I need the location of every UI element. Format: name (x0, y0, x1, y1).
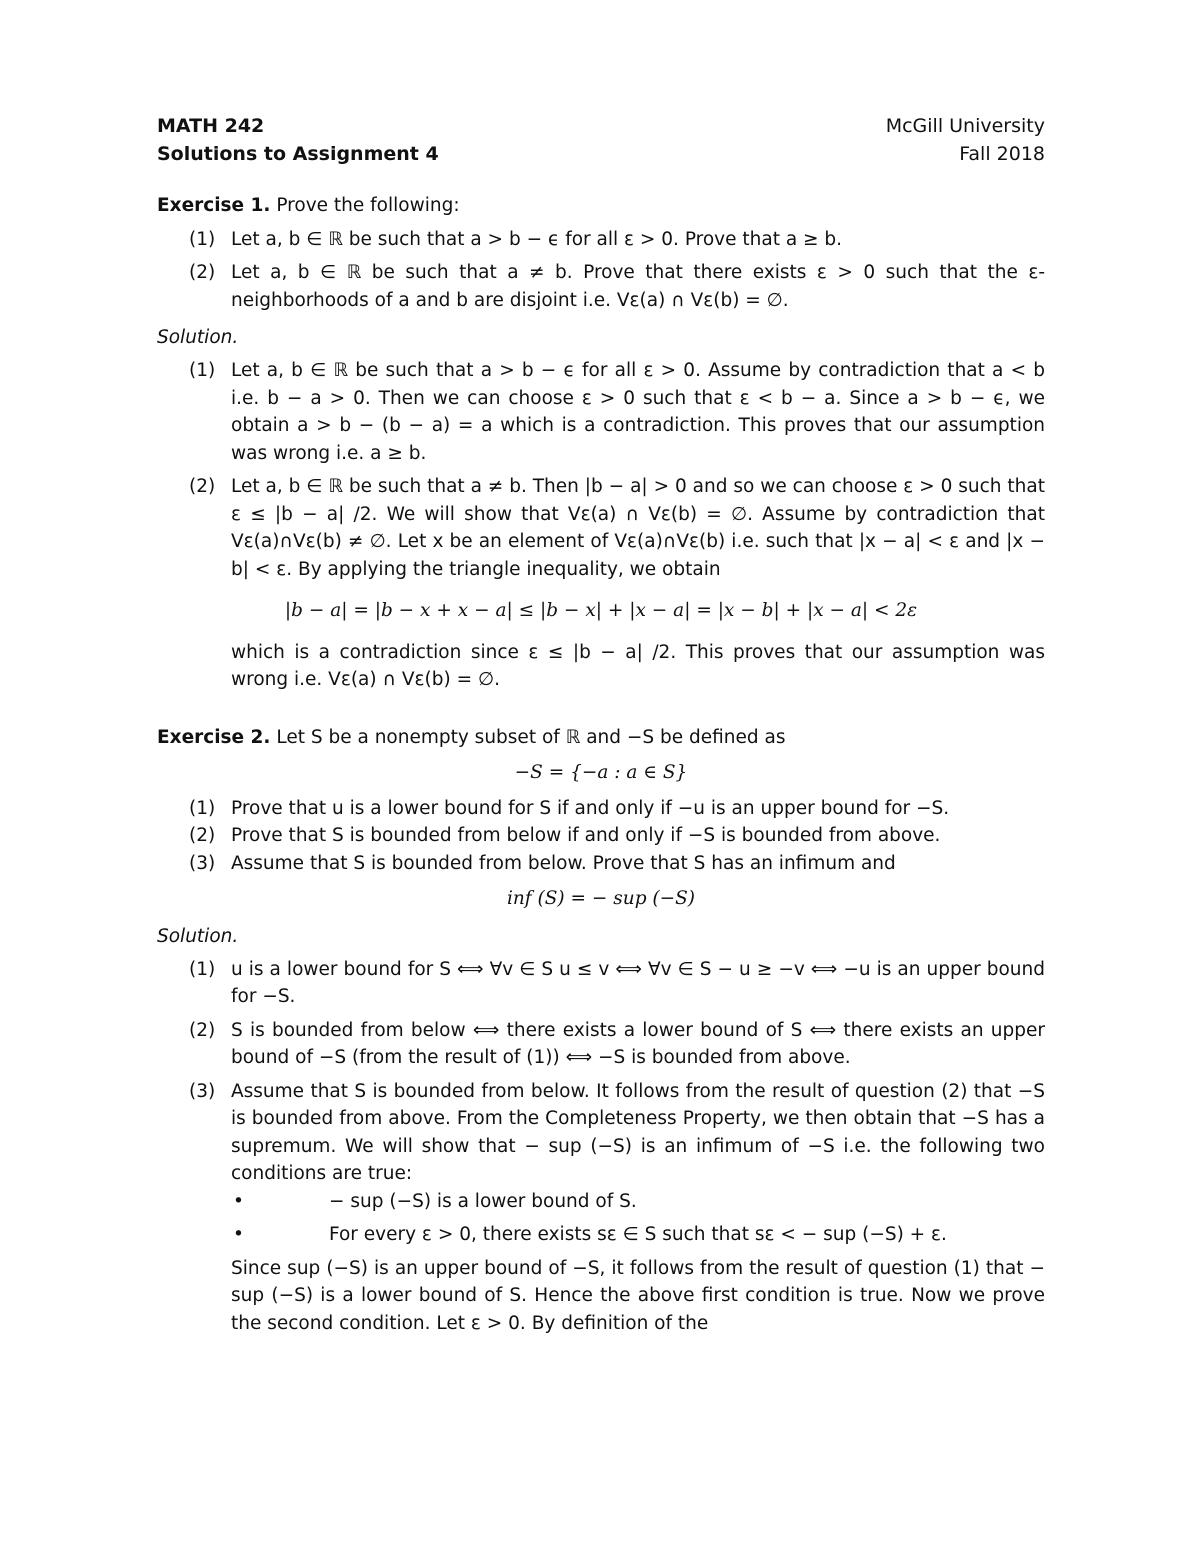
header (157, 112, 1045, 168)
conditions-list (231, 1188, 1045, 1249)
solution-item: (2) Let a, b ∈ ℝ be such that a ≠ b. Then |b − a| > 0 and so we can choose ε > 0 such that ε ≤ |b − a| /2. We will show that Vε(a) ∩ Vε(b) = ∅. Assume by contradiction that Vε(a)∩Vε(b) ≠ ∅. Let x be an element of Vε(a)∩Vε(b) i.e. such that |x − a| < ε and |x − b| < ε. By applying the triangle inequality, we obtain |b − a| = |b − x + x − a| ≤ |b − x| + |x − a| = |x − b| + |x − a| < 2ε which is a contradiction since ε ≤ |b − a| /2. This proves that our assumption was wrong i.e. Vε(a) ∩ Vε(b) = ∅. (157, 473, 1045, 694)
solution-item: (2) S is bounded from below ⟺ there exists a lower bound of S ⟺ there exists an upper bound of −S (from the result of (1)) ⟺ −S is bounded from above. (189, 1019, 1045, 1068)
university-name: McGill University (885, 115, 1045, 137)
question-item: (3) Assume that S is bounded from below. Prove that S has an infimum and (189, 852, 896, 874)
exercise-1 (157, 192, 1045, 694)
question-item: (1) Prove that u is a lower bound for S if and only if −u is an upper bound for −S. (189, 797, 950, 819)
condition-item: • For every ε > 0, there exists sε ∈ S such that sε < − sup (−S) + ε. (255, 1221, 1045, 1249)
solution-item: (1) Let a, b ∈ ℝ be such that a > b − ϵ for all ε > 0. Assume by contradiction that a < b i.e. b − a > 0. Then we can choose ε > 0 such that ε < b − a. Since a > b − ϵ, we obtain a > b − (b − a) = a which is a contradiction. This proves that our assumption was wrong i.e. a ≥ b. (189, 360, 1045, 464)
exercise-2-label: Exercise 2. (157, 726, 271, 748)
triangle-inequality-equation: |b − a| = |b − x + x − a| ≤ |b − x| + |x − a| = |x − b| + |x − a| < 2ε (284, 600, 918, 621)
solution-label: Solution. (157, 925, 239, 947)
course-code: MATH 242 (157, 115, 265, 137)
solution-label: Solution. (157, 327, 239, 348)
term: Fall 2018 (959, 143, 1045, 165)
exercise-1-questions (157, 226, 1045, 315)
exercise-2 (157, 724, 1045, 1338)
definition-equation: −S = {−a : a ∈ S} (514, 762, 688, 783)
infimum-equation: inf (S) = − sup (−S) (506, 888, 696, 909)
exercise-1-solutions (157, 357, 1045, 694)
question-item: (2) Prove that S is bounded from below if and only if −S is bounded from above. (189, 825, 941, 846)
exercise-2-solutions (157, 956, 1045, 1338)
exercise-2-intro: Let S be a nonempty subset of ℝ and −S be defined as (276, 726, 786, 748)
question-item: (2) Let a, b ∈ ℝ be such that a ≠ b. Prove that there exists ε > 0 such that the ε-neighborhoods of a and b are disjoint i.e. Vε(a) ∩ Vε(b) = ∅. (189, 262, 1045, 311)
exercise-1-intro: Prove the following: (276, 195, 460, 216)
solution-item: (1) u is a lower bound for S ⟺ ∀v ∈ S u ≤ v ⟺ ∀v ∈ S − u ≥ −v ⟺ −u is an upper bound for −S. (189, 958, 1045, 1007)
solution-item: (3) Assume that S is bounded from below. It follows from the result of question (2) that −S is bounded from above. From the Completeness Property, we then obtain that −S has a supremum. We will show that − sup (−S) is an infimum of −S i.e. the following two conditions are true: • − sup (−S) is a lower bound of S. • For every ε > 0, there exists sε ∈ S such that sε < − sup (−S) + ε. Since sup (−S) is an upper bound of −S, it follows from the result of question (1) that − sup (−S) is a lower bound of S. Hence the above first condition is true. Now we prove the second condition. Let ε > 0. By definition of the (157, 1078, 1045, 1338)
exercise-1-label: Exercise 1. (157, 195, 271, 216)
question-item: (1) Let a, b ∈ ℝ be such that a > b − ϵ for all ε > 0. Prove that a ≥ b. (189, 228, 843, 250)
document-page (157, 112, 1045, 1343)
condition-item: • − sup (−S) is a lower bound of S. (255, 1188, 1045, 1216)
document-title: Solutions to Assignment 4 (157, 143, 439, 165)
exercise-2-questions (157, 795, 1045, 878)
